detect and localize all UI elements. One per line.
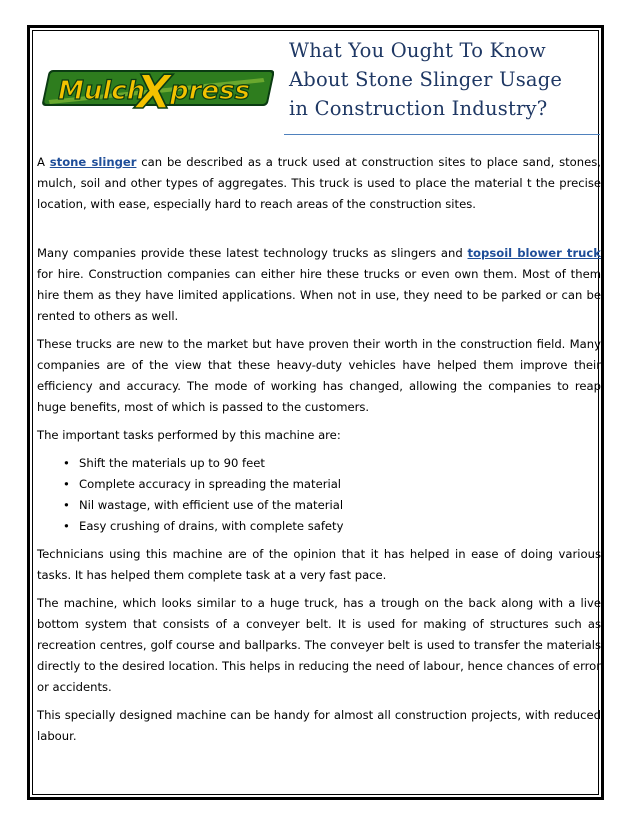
title-underline (284, 134, 600, 135)
title-line-2: About Stone Slinger Usage (289, 68, 563, 91)
paragraph-market: These trucks are new to the market but have proven their worth in the construction field. Many companies are of the view that these heavy-duty vehicles have helped them improve their efficiency and accuracy. The mode of working has changed, allowing the companies to reap huge benefits, most of which is passed to the customers. (37, 337, 601, 414)
paragraph-technicians: Technicians using this machine are of the opinion that it has helped in ease of doing various tasks. It has helped them complete task at a very fast pace. (37, 547, 601, 582)
list-item: • Nil wastage, with efficient use of the material (67, 495, 601, 516)
title-line-1: What You Ought To Know (289, 39, 546, 62)
paragraph-machine: The machine, which looks similar to a huge truck, has a trough on the back along with a live bottom system that consists of a conveyer belt. It is used for making of structures such as recreation centres, golf course and ballparks. The conveyer belt is used to transfer the materials directly to the desired location. This helps in reducing the need of labour, hence chances of error or accidents. (37, 596, 601, 694)
paragraph-companies: Many companies provide these latest technology trucks as slingers and topsoil blower truck for hire. Construction companies can either hire these trucks or even own them. Most of them hire them as they have limited applications. When not in use, they need to be parked or can be rented to others as well. (37, 246, 601, 323)
paragraph-tasks-intro: The important tasks performed by this machine are: (37, 428, 341, 442)
paragraph-intro: A stone slinger can be described as a truck used at construction sites to place sand, stones, mulch, soil and other types of aggregates. This truck is used to place the material t the precise location, with ease, especially hard to reach areas of the construction sites. (37, 155, 601, 211)
list-item: • Complete accuracy in spreading the material (67, 474, 601, 495)
bullet-icon: • (63, 519, 70, 533)
svg-text:X: X (136, 65, 172, 119)
stone-slinger-link[interactable]: stone slinger (49, 155, 137, 169)
title-line-3: in Construction Industry? (289, 97, 548, 120)
topsoil-blower-truck-link[interactable]: topsoil blower truck (467, 246, 601, 260)
tasks-list (37, 453, 601, 537)
bullet-icon: • (63, 456, 70, 470)
bullet-icon: • (63, 477, 70, 491)
mulchxpress-logo (38, 56, 274, 120)
list-item: • Easy crushing of drains, with complete safety (67, 516, 601, 537)
document-header (34, 36, 600, 136)
article-body (37, 152, 601, 754)
paragraph-conclusion: This specially designed machine can be handy for almost all construction projects, with reduced labour. (37, 708, 601, 743)
svg-text:Mulch: Mulch (58, 76, 146, 106)
page-title (289, 36, 604, 123)
svg-text:press: press (170, 76, 251, 106)
list-item: • Shift the materials up to 90 feet (67, 453, 601, 474)
bullet-icon: • (63, 498, 70, 512)
